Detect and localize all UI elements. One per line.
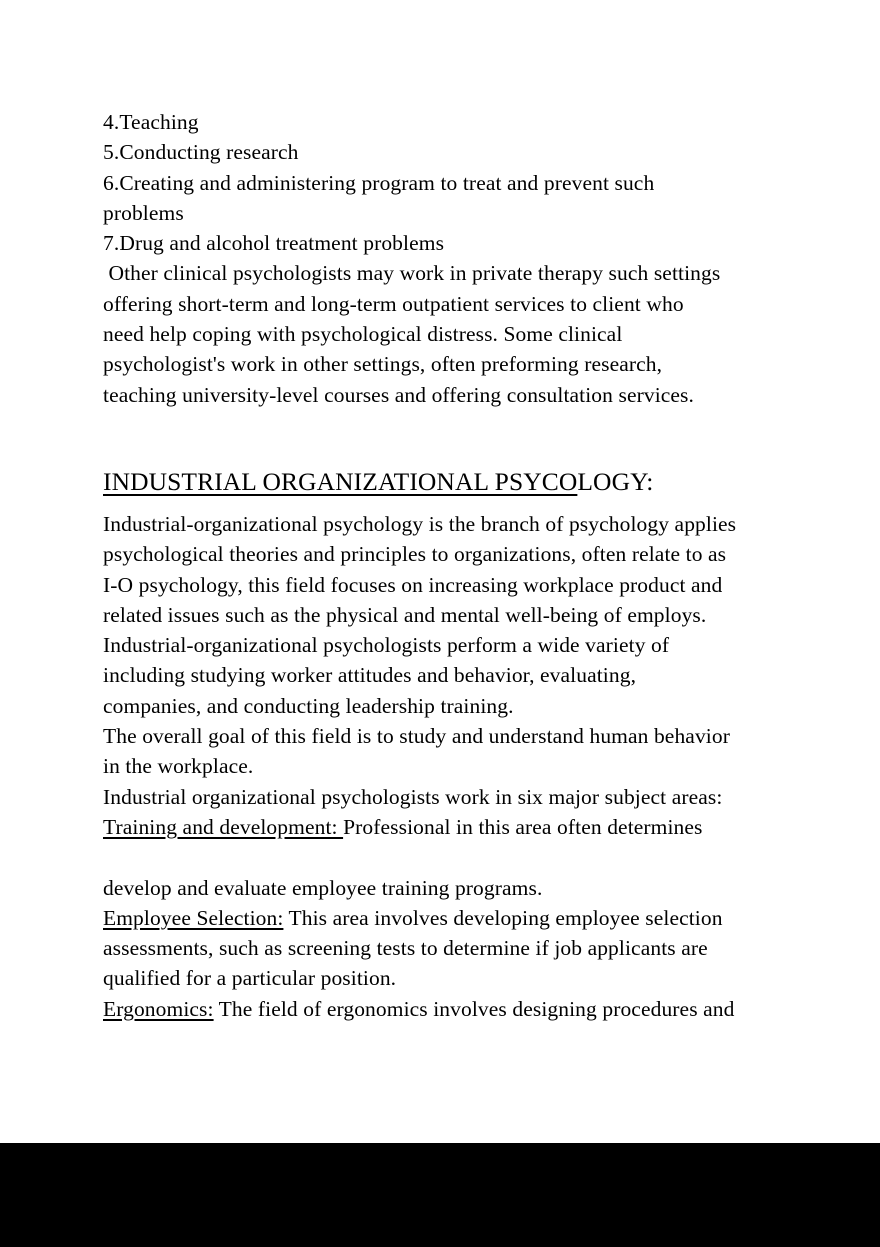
underlined-text-segment: INDUSTRIAL ORGANIZATIONAL PSYCO bbox=[103, 466, 578, 496]
letterbox-bar bbox=[0, 1143, 880, 1247]
text-segment: Industrial organizational psychologists work in six major subject areas: bbox=[103, 784, 723, 809]
text-line bbox=[103, 228, 880, 258]
text-segment: qualified for a particular position. bbox=[103, 966, 397, 991]
text-segment: 5.Conducting research bbox=[103, 140, 299, 165]
text-segment: 6.Creating and administering program to treat and prevent such bbox=[103, 170, 655, 195]
text-segment: offering short-term and long-term outpatient services to client who bbox=[103, 291, 684, 316]
text-segment: develop and evaluate employee training programs. bbox=[103, 875, 543, 900]
text-segment: Professional in this area often determines bbox=[343, 814, 703, 839]
text-segment: psychologist's work in other settings, often preforming research, bbox=[103, 352, 663, 377]
text-segment: assessments, such as screening tests to determine if job applicants are bbox=[103, 936, 708, 961]
text-segment: This area involves developing employee selection bbox=[283, 905, 723, 930]
text-segment: The overall goal of this field is to study and understand human behavior bbox=[103, 724, 730, 749]
text-line bbox=[103, 107, 880, 137]
text-line bbox=[103, 842, 880, 872]
text-line bbox=[103, 630, 880, 660]
text-line bbox=[103, 751, 880, 781]
text-line bbox=[103, 539, 880, 569]
industrial-organizational-heading bbox=[103, 461, 880, 503]
underlined-text-segment: Training and development: bbox=[103, 814, 344, 839]
text-line bbox=[103, 461, 880, 503]
text-line bbox=[103, 289, 880, 319]
text-line bbox=[103, 319, 880, 349]
text-line bbox=[103, 933, 880, 963]
text-line bbox=[103, 660, 880, 690]
underlined-text-segment: Ergonomics: bbox=[103, 996, 214, 1021]
text-line bbox=[103, 873, 880, 903]
underlined-text-segment: Employee Selection: bbox=[103, 905, 284, 930]
text-segment: including studying worker attitudes and behavior, evaluating, bbox=[103, 663, 637, 688]
text-segment: psychological theories and principles to organizations, often relate to as bbox=[103, 542, 727, 567]
text-segment: 7.Drug and alcohol treatment problems bbox=[103, 231, 445, 256]
clinical-psychologists-paragraph bbox=[103, 258, 880, 409]
text-line bbox=[103, 198, 880, 228]
text-line bbox=[103, 380, 880, 410]
text-line bbox=[103, 721, 880, 751]
text-line bbox=[103, 691, 880, 721]
text-segment: I-O psychology, this field focuses on increasing workplace product and bbox=[103, 572, 723, 597]
text-line bbox=[103, 812, 880, 842]
text-segment: Industrial-organizational psychology is the branch of psychology applies bbox=[103, 511, 737, 536]
text-line bbox=[103, 782, 880, 812]
text-line bbox=[103, 570, 880, 600]
text-line bbox=[103, 963, 880, 993]
clinical-duties-list bbox=[103, 107, 880, 258]
text-segment: related issues such as the physical and mental well-being of employs. bbox=[103, 602, 707, 627]
text-segment: need help coping with psychological distress. Some clinical bbox=[103, 322, 623, 347]
text-line bbox=[103, 903, 880, 933]
text-line bbox=[103, 600, 880, 630]
industrial-organizational-paragraph bbox=[103, 509, 880, 1024]
text-segment: teaching university-level courses and offering consultation services. bbox=[103, 382, 695, 407]
text-segment: Other clinical psychologists may work in private therapy such settings bbox=[103, 261, 721, 286]
text-line bbox=[103, 168, 880, 198]
text-segment: LOGY: bbox=[577, 466, 654, 496]
text-line bbox=[103, 509, 880, 539]
text-line bbox=[103, 137, 880, 167]
text-segment: Industrial-organizational psychologists perform a wide variety of bbox=[103, 633, 670, 658]
text-segment: 4.Teaching bbox=[103, 110, 199, 134]
text-segment: in the workplace. bbox=[103, 754, 254, 779]
text-line bbox=[103, 994, 880, 1024]
text-line bbox=[103, 258, 880, 288]
text-segment: problems bbox=[103, 200, 184, 225]
text-line bbox=[103, 349, 880, 379]
text-segment: The field of ergonomics involves designing procedures and bbox=[213, 996, 735, 1021]
text-segment: companies, and conducting leadership training. bbox=[103, 693, 514, 718]
